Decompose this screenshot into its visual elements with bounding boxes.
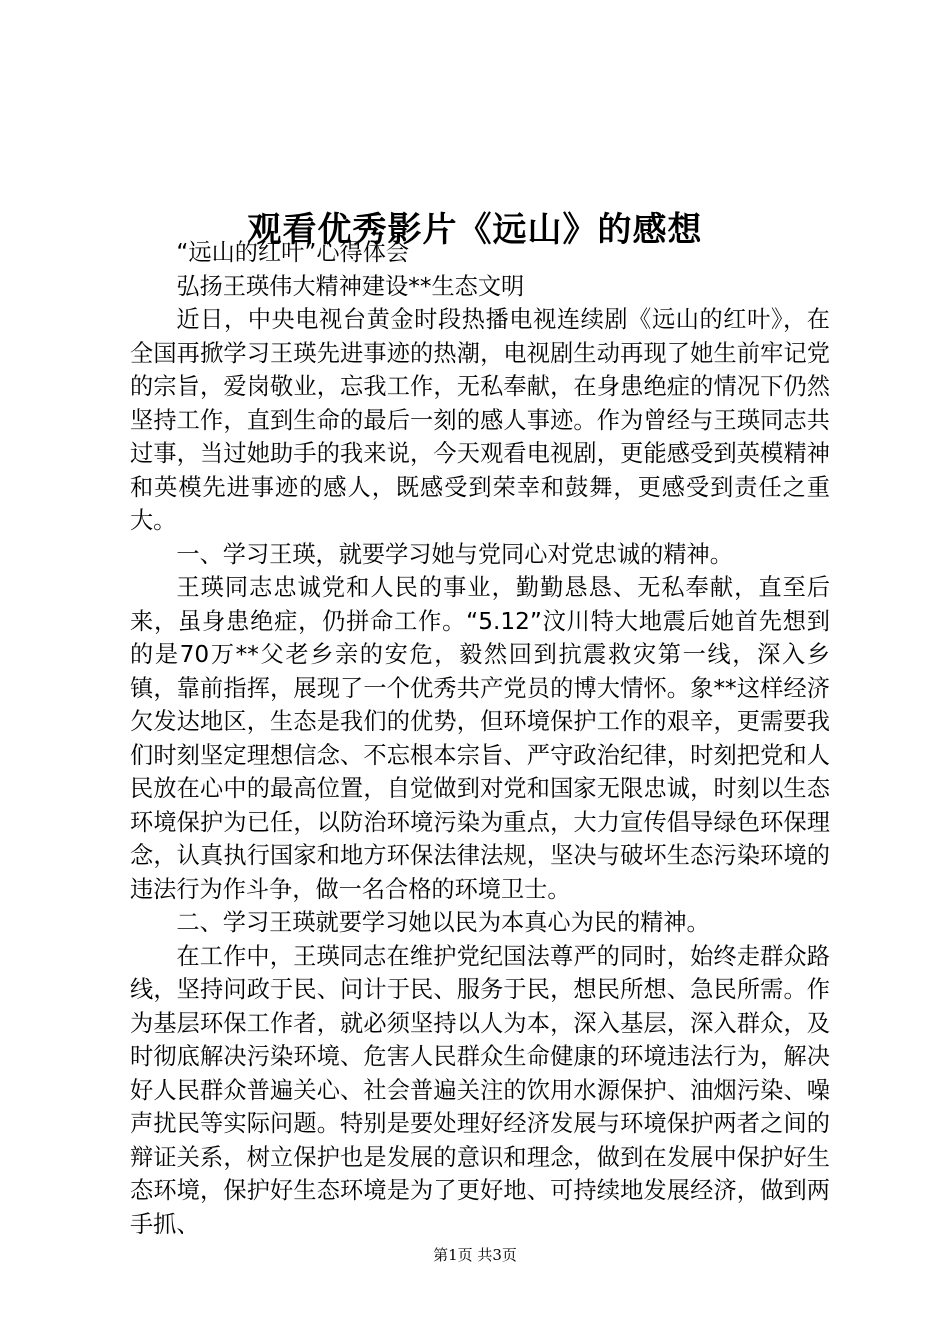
body-paragraph: 近日，中央电视台黄金时段热播电视连续剧《远山的红叶》，在全国再掀学习王瑛先进事迹的热潮，电视剧生动再现了她生前牢记党的宗旨，爱岗敬业，忘我工作，无私奉献，在身患绝症的情况下仍然坚持工作，直到生命的最后一刻的感人事迹。作为曾经与王瑛同志共过事，当过她助手的我来说，今天观看电视剧，更能感受到英模精神和英模先进事迹的感人，既感受到荣幸和鼓舞，更感受到责任之重大。 — [130, 306, 830, 534]
body-paragraph: 在工作中，王瑛同志在维护党纪国法尊严的同时，始终走群众路线，坚持问政于民、问计于民、服务于民，想民所想、急民所需。作为基层环保工作者，就必须坚持以人为本，深入基层，深入群众，及时彻底解决污染环境、危害人民群众生命健康的环境违法行为，解决好人民群众普遍关心、社会普遍关注的饮用水源保护、油烟污染、噪声扰民等实际问题。特别是要处理好经济发展与环境保护两者之间的辩证关系，树立保护也是发展的意识和理念，做到在发展中保护好生态环境，保护好生态环境是为了更好地、可持续地发展经济，做到两手抓、 — [130, 942, 830, 1238]
section-heading: 一、学习王瑛，就要学习她与党同心对党忠诚的精神。 — [176, 540, 733, 568]
document-body — [130, 236, 830, 1241]
document-title: 观看优秀影片《远山》的感想 — [247, 209, 703, 250]
subtitle-line: “远山的红叶”心得体会 — [176, 239, 410, 266]
subtitle-line: 弘扬王瑛伟大精神建设**生态文明 — [176, 272, 525, 300]
section-heading: 二、学习王瑛就要学习她以民为本真心为民的精神。 — [176, 909, 710, 936]
page-footer: 第1页 共3页 — [433, 1246, 517, 1264]
body-paragraph: 王瑛同志忠诚党和人民的事业，勤勤恳恳、无私奉献，直至后来，虽身患绝症，仍拼命工作。“5.12”汶川特大地震后她首先想到的是70万**父老乡亲的安危，毅然回到抗震救灾第一线，深入乡镇，靠前指挥，展现了一个优秀共产党员的博大情怀。象**这样经济欠发达地区，生态是我们的优势，但环境保护工作的艰辛，更需要我们时刻坚定理想信念、不忘根本宗旨、严守政治纪律，时刻把党和人民放在心中的最高位置，自觉做到对党和国家无限忠诚，时刻以生态环境保护为已任，以防治环境污染为重点，大力宣传倡导绿色环保理念，认真执行国家和地方环保法律法规，坚决与破坏生态污染环境的违法行为作斗争，做一名合格的环境卫士。 — [130, 574, 830, 903]
